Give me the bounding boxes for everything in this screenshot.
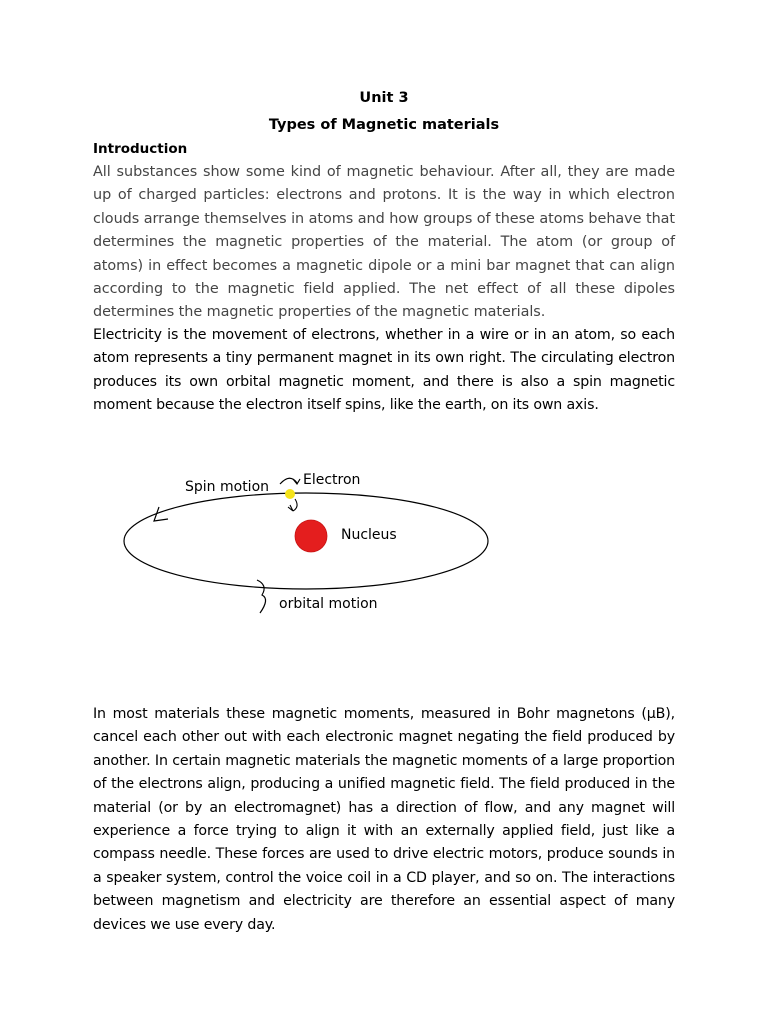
orbital-motion-arrow-icon	[257, 580, 266, 613]
electron-dot	[285, 489, 295, 499]
introduction-heading: Introduction	[93, 141, 188, 157]
bohr-magneton-paragraph: In most materials these magnetic moments, measured in Bohr magnetons (μB), cancel each other out with each electronic magnet negating the field produced by another. In certain magnetic materials the magnetic moments of a large proportion of the electrons align, producing a unified magnetic field. The field produced in the material (or by an electromagnet) has a direction of flow, and any magnet will experience a force trying to align it with an externally applied field, just like a compass needle. These forces are used to drive electric motors, produce sounds in a speaker system, control the voice coil in a CD player, and so on. The interactions between magnetism and electricity are therefore an essential aspect of many devices we use every day.	[93, 706, 675, 933]
nucleus-dot	[295, 520, 327, 552]
electron-label: Electron	[303, 472, 361, 488]
spin-arrow-icon	[280, 478, 300, 484]
spin-motion-label: Spin motion	[185, 479, 270, 495]
left-orbit-arrow-icon	[154, 507, 168, 521]
electricity-paragraph: Electricity is the movement of electrons, whether in a wire or in an atom, so each atom represents a tiny permanent magnet in its own right. The circulating electron produces its own orbital magnetic moment, and there is also a spin magnetic moment because the electron itself spins, like the earth, on its own axis.	[93, 327, 675, 414]
intro-paragraph: All substances show some kind of magnetic behaviour. After all, they are made up of charged particles: electrons and protons. It is the way in which electron clouds arrange themselves in atoms and how groups of these atoms behave that determines the magnetic properties of the material. The atom (or group of atoms) in effect becomes a magnetic dipole or a mini bar magnet that can align according to the magnetic field applied. The net effect of all these dipoles determines the magnetic properties of the magnetic materials.	[93, 164, 675, 321]
page-title: Types of Magnetic materials	[268, 117, 500, 133]
spin-return-arrow-icon	[288, 499, 297, 511]
nucleus-label: Nucleus	[341, 527, 397, 543]
atom-orbit-diagram	[110, 455, 510, 630]
unit-heading: Unit 3	[359, 90, 409, 106]
orbital-motion-label: orbital motion	[279, 596, 378, 612]
